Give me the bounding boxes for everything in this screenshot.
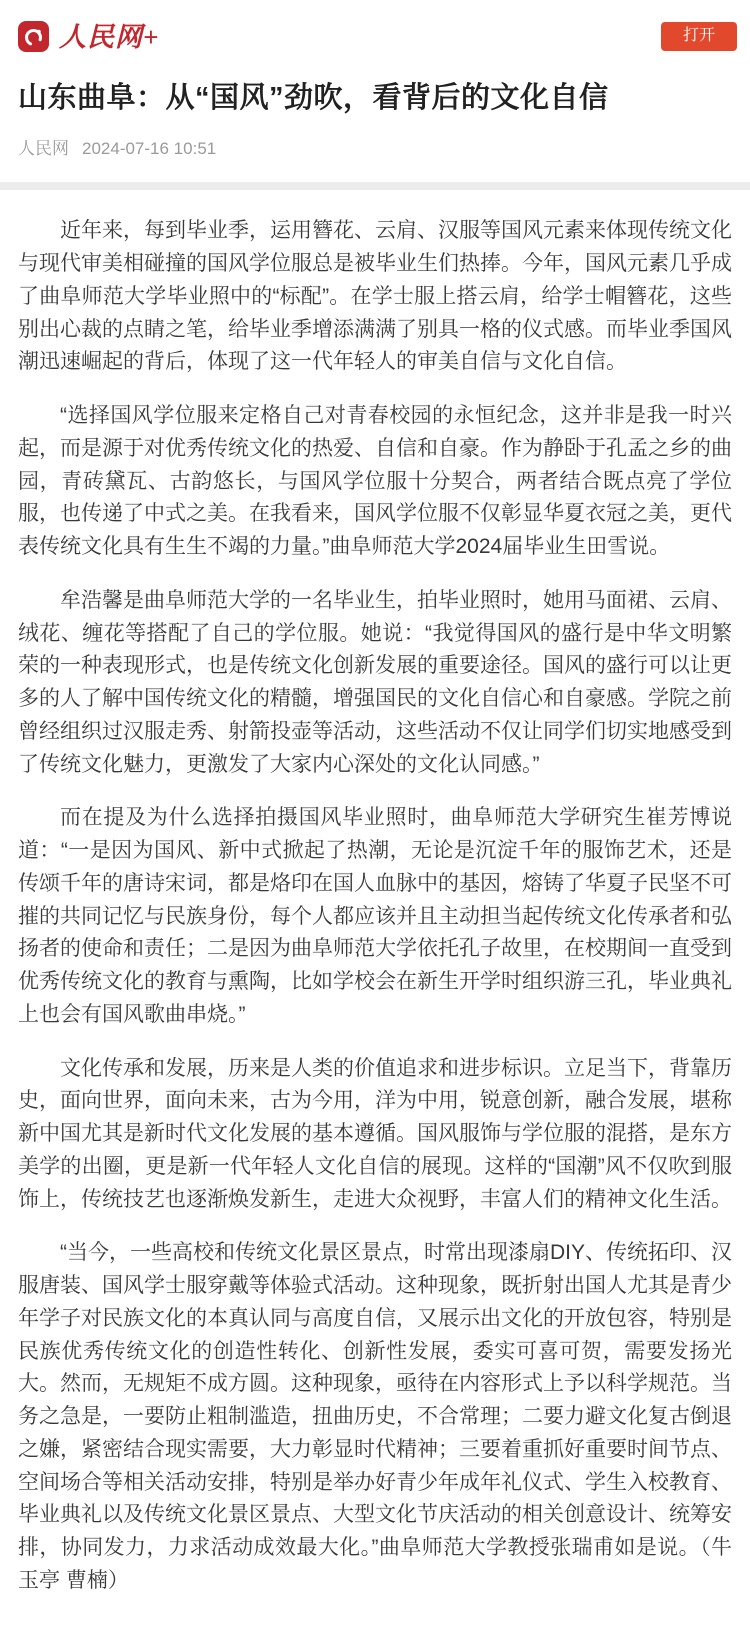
brand-link[interactable] bbox=[18, 21, 159, 52]
article-paragraph: 文化传承和发展，历来是人类的价值追求和进步标识。立足当下，背靠历史，面向世界，面向未来，古为今用，洋为中用，锐意创新，融合发展，堪称新中国尤其是新时代文化发展的基本遵循。国风服饰与学位服的混搭，是东方美学的出圈，更是新一代年轻人文化自信的展现。这样的“国潮”风不仅吹到服饰上，传统技艺也逐渐焕发新生，走进大众视野，丰富人们的精神文化生活。 bbox=[18, 1056, 732, 1211]
article-paragraph: 牟浩馨是曲阜师范大学的一名毕业生，拍毕业照时，她用马面裙、云肩、绒花、缠花等搭配了自己的学位服。她说：“我觉得国风的盛行是中华文明繁荣的一种表现形式，也是传统文化创新发展的重要途径。国风的盛行可以让更多的人了解中国传统文化的精髓，增强国民的文化自信心和自豪感。学院之前曾经组织过汉服走秀、射箭投壶等活动，这些活动不仅让同学们切实地感受到了传统文化魅力，更激发了大家内心深处的文化认同感。” bbox=[18, 588, 732, 776]
article-datetime: 2024-07-16 10:51 bbox=[82, 139, 217, 159]
article-title: 山东曲阜：从“国风”劲吹，看背后的文化自信 bbox=[18, 82, 609, 114]
article-body bbox=[0, 190, 750, 1631]
section-divider bbox=[0, 182, 750, 190]
open-app-button[interactable]: 打开 bbox=[661, 22, 737, 51]
article-paragraph: 而在提及为什么选择拍摄国风毕业照时，曲阜师范大学研究生崔芳博说道：“一是因为国风、新中式掀起了热潮，无论是沉淀千年的服饰艺术，还是传颂千年的唐诗宋词，都是烙印在国人血脉中的基因，熔铸了华夏子民坚不可摧的共同记忆与民族身份，每个人都应该并且主动担当起传统文化传承者和弘扬者的使命和责任；二是因为曲阜师范大学依托孔子故里，在校期间一直受到优秀传统文化的教育与熏陶，比如学校会在新生开学时组织游三孔，毕业典礼上也会有国风歌曲串烧。” bbox=[18, 806, 732, 1026]
top-bar bbox=[0, 0, 750, 52]
article-paragraph: “当今，一些高校和传统文化景区景点，时常出现漆扇DIY、传统拓印、汉服唐装、国风学士服穿戴等体验式活动。这种现象，既折射出国人尤其是青少年学子对民族文化的本真认同与高度自信，又展示出文化的开放包容，特别是民族优秀传统文化的创造性转化、创新性发展，委实可喜可贺，需要发扬光大。然而，无规矩不成方圆。这种现象，亟待在内容形式上予以科学规范。当务之急是，一要防止粗制滥造，扭曲历史，不合常理；二要力避文化复古倒退之嫌，紧密结合现实需要，大力彰显时代精神；三要着重抓好重要时间节点、空间场合等相关活动安排，特别是举办好青少年成年礼仪式、学生入校教育、毕业典礼以及传统文化景区景点、大型文化节庆活动的相关创意设计、统筹安排，协同发力，力求活动成效最大化。”曲阜师范大学教授张瑞甫如是说。（牛玉亭 曹楠） bbox=[18, 1241, 732, 1592]
people-daily-logo-icon[interactable] bbox=[18, 21, 49, 52]
article-paragraph: 近年来，每到毕业季，运用簪花、云肩、汉服等国风元素来体现传统文化与现代审美相碰撞的国风学位服总是被毕业生们热捧。今年，国风元素几乎成了曲阜师范大学毕业照中的“标配”。在学士服上搭云肩，给学士帽簪花，这些别出心裁的点睛之笔，给毕业季增添满满了别具一格的仪式感。而毕业季国风潮迅速崛起的背后，体现了这一代年轻人的审美自信与文化自信。 bbox=[18, 219, 732, 374]
article-source: 人民网 bbox=[18, 139, 69, 159]
brand-wordmark: 人民网+ bbox=[59, 21, 160, 52]
article-paragraph: “选择国风学位服来定格自己对青春校园的永恒纪念，这并非是我一时兴起，而是源于对优秀传统文化的热爱、自信和自豪。作为静卧于孔孟之乡的曲园，青砖黛瓦、古韵悠长，与国风学位服十分契合，两者结合既点亮了学位服，也传递了中式之美。在我看来，国风学位服不仅彰显华夏衣冠之美，更代表传统文化具有生生不竭的力量。”曲阜师范大学2024届毕业生田雪说。 bbox=[18, 404, 732, 559]
article-byline bbox=[18, 134, 732, 159]
